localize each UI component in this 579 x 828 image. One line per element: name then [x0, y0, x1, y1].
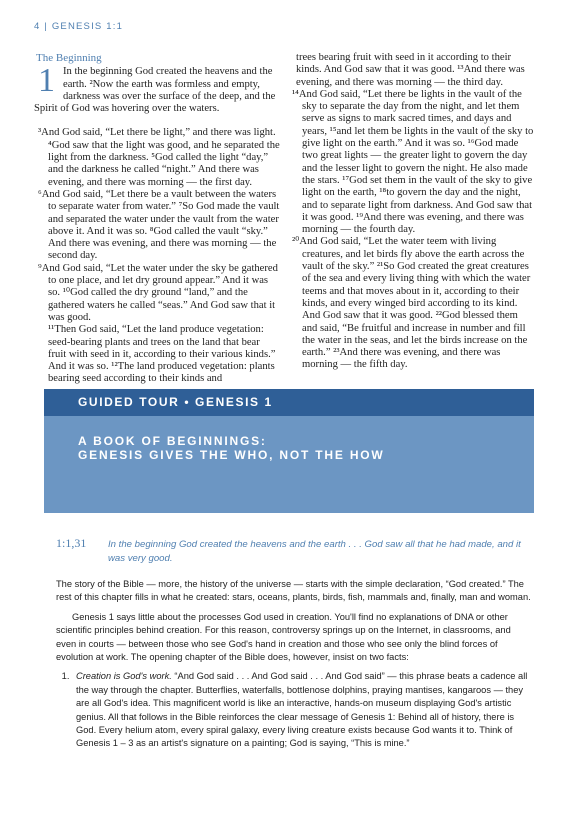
key-verse-reference: 1:1,31: [56, 536, 87, 550]
section-heading: The Beginning: [36, 52, 102, 64]
facts-list: [56, 670, 532, 750]
scripture-right-column: [288, 52, 534, 372]
verse-paragraph: ⁹And God said, “Let the water under the sky be gathered to one place, and let dry ground appear.” And it was so. ¹⁰God called the dry ground “land,” and the gathered waters he called “seas.” And God saw that it was good.: [38, 262, 278, 323]
chapter-number: 1: [38, 62, 55, 100]
guided-tour-body: [56, 578, 532, 751]
body-paragraph: The story of the Bible — more, the history of the universe — starts with the simple declaration, “God created.” The rest of this chapter fills in what he created: stars, oceans, plants, birds, fish, mammals and, finally, man and woman.: [56, 579, 531, 603]
verse-paragraph: trees bearing fruit with seed in it according to their kinds. And God saw that it was good. ¹³And there was evening, and there was morning — the third day.: [296, 52, 525, 88]
verse-paragraph: ¹⁴And God said, “Let there be lights in the vault of the sky to separate the day from the night, and let them serve as signs to mark sacred times, and days and years, ¹⁵and let them be lights in the vault of the sky to give light on the earth.” And it was so. ¹⁶God made two great lights — the greater light to govern the day and the lesser light to govern the night. He also made the stars. ¹⁷God set them in the vault of the sky to give light on the earth, ¹⁸to govern the day and the night, and to separate light from darkness. And God saw that it was good. ¹⁹And there was evening, and there was morning — the fourth day.: [292, 88, 534, 236]
guided-tour-title-line2: GENESIS GIVES THE WHO, NOT THE HOW: [78, 448, 385, 462]
verse-paragraph: ⁶And God said, “Let there be a vault between the waters to separate water from water.” ⁷So God made the vault and separated the water under the vault from the water above it. And it was so. ⁸God called the vault “sky.” And there was evening, and there was morning — the second day.: [38, 188, 280, 262]
guided-tour-label: GUIDED TOUR • GENESIS 1: [44, 389, 534, 416]
guided-tour-title: [44, 416, 534, 513]
verse-paragraph: ¹¹Then God said, “Let the land produce vegetation: seed-bearing plants and trees on the land that bear fruit with seed in it, according to their various kinds.” And it was so. ¹²The land produced vegetation: plants bearing seed according to their kinds and: [48, 324, 276, 385]
list-item-text: “And God said . . . And God said . . . And God said” — this phrase beats a cadence all the way through the chapter. Butterflies, waterfalls, bottlenose dolphins, praying mantises, kangaroos — they are all God's idea. This magnificent world is like an interactive, hands-on museum displaying God's artistic genius. All that follows in the Bible reinforces the clear message of Genesis 1: Behind all of history, there is God. Every helium atom, every spiral galaxy, every living creature exists because God wants it to. Think of Genesis 1 – 3 as an artist's signature on a painting; God is saying, “This is mine.”: [76, 671, 528, 749]
body-paragraph: Genesis 1 says little about the processes God used in creation. You'll find no explanations of DNA or other scientific principles behind creation. For this reason, controversy springs up on the Internet, in classrooms, and even in courts — between those who see God's hand in creation and those who see only the blind forces of evolution at work. The opening chapter of the Bible does, however, insist on two facts:: [56, 611, 511, 663]
key-verse-text: In the beginning God created the heavens and the earth . . . God saw all that he had made, and it was very good.: [108, 539, 521, 564]
guided-tour-title-line1: A BOOK OF BEGINNINGS:: [78, 434, 267, 448]
verse-paragraph: ³And God said, “Let there be light,” and there was light. ⁴God saw that the light was good, and he separated the light from the darkness. ⁵God called the light “day,” and the darkness he called “night.” And there was evening, and there was morning — the first day.: [38, 127, 280, 188]
list-item: [72, 670, 532, 750]
verse-paragraph: ²⁰And God said, “Let the water teem with living creatures, and let birds fly above the earth across the vault of the sky.” ²¹So God created the great creatures of the sea and every living thing with which the water teems and that moves about in it, according to their kinds, and every winged bird according to its kind. And God saw that it was good. ²²God blessed them and said, “Be fruitful and increase in number and fill the water in the seas, and let the birds increase on the earth.” ²³And there was evening, and there was morning — the fifth day.: [292, 236, 531, 371]
verse-paragraph: [34, 62, 280, 115]
guided-tour-banner: [44, 389, 534, 513]
verse-text: In the beginning God created the heavens and the earth. ²Now the earth was formless and empty, darkness was over the surface of the deep, and the Spirit of God was hovering over the waters.: [34, 66, 276, 115]
running-head: 4 | GENESIS 1:1: [34, 21, 124, 32]
list-item-lead: Creation is God's work.: [76, 671, 172, 682]
scripture-left-column: [34, 52, 280, 386]
